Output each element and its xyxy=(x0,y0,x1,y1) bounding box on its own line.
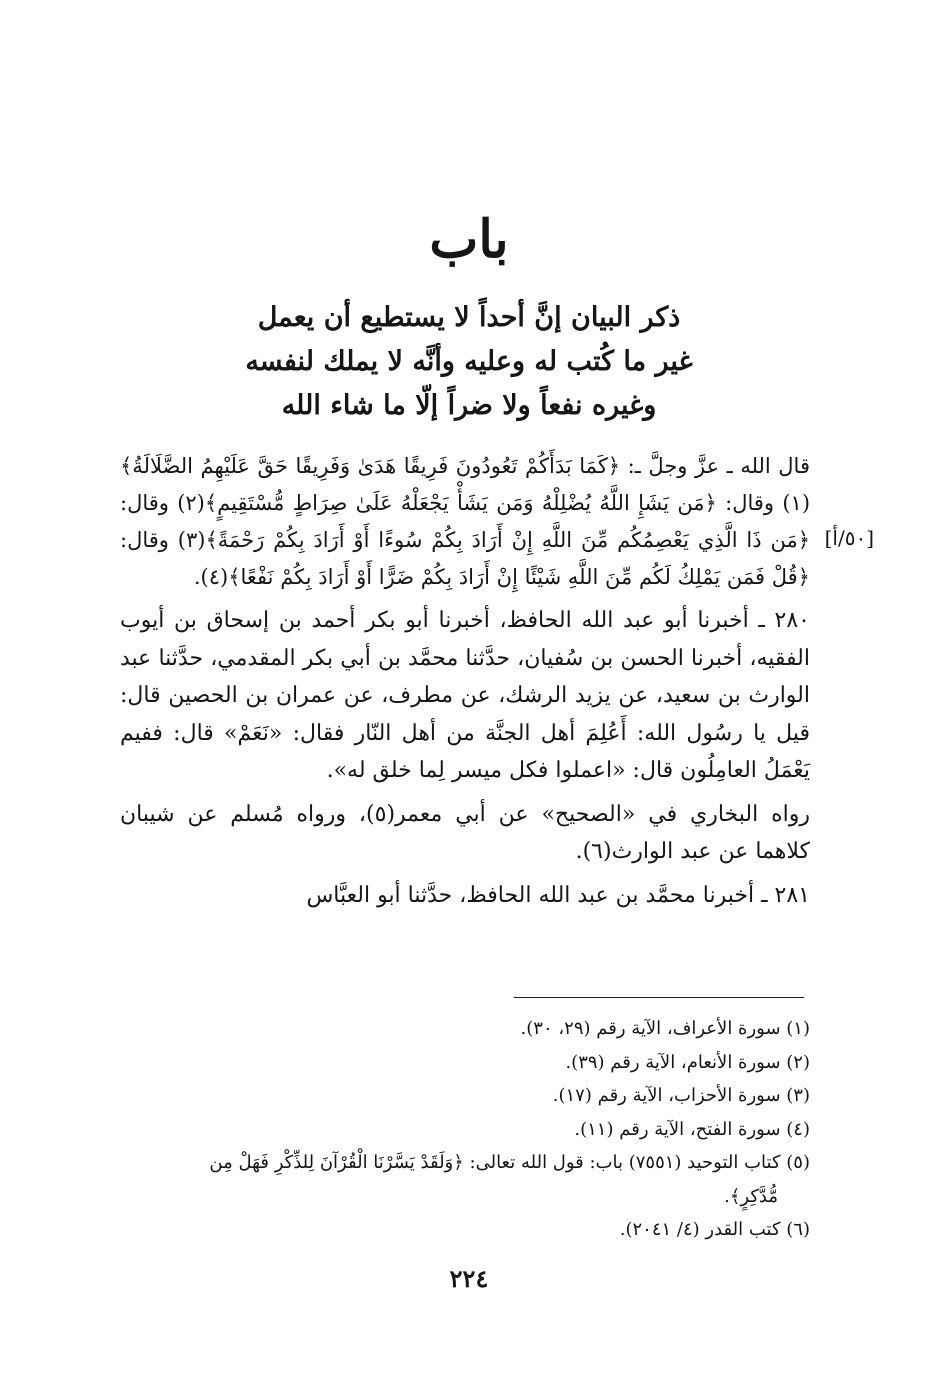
chapter-subtitle xyxy=(150,296,788,428)
chapter-title: باب xyxy=(429,209,509,270)
footnote-continuation: مُّدَّكِرٍ﴾. xyxy=(724,1185,778,1207)
subtitle-line: غير ما كُتب له وعليه وأنَّه لا يملك لنفسه xyxy=(245,346,693,377)
narration-paragraph: رواه البخاري في «الصحيح» عن أبي معمر(٥)، ورواه مُسلم عن شيبان كلاهما عن عبد الوارث(٦). xyxy=(120,801,810,864)
footnote: (١) سورة الأعراف، الآية رقم (٢٩، ٣٠). xyxy=(520,1018,810,1039)
subtitle-line: ذكر البيان إنَّ أحداً لا يستطيع أن يعمل xyxy=(257,302,681,333)
subtitle-line: وغيره نفعاً ولا ضراً إلّا ما شاء الله xyxy=(281,390,657,421)
footnote-separator xyxy=(514,997,804,998)
quran-citations-paragraph: قال الله ـ عزَّ وجلَّ ـ: ﴿كَمَا بَدَأَكُمْ تَعُودُونَ فَرِيقًا هَدَىٰ وَفَرِيقًا حَقَّ عَلَيْهِمُ الضَّلَالَةُ﴾(١) وقال: ﴿مَن يَشَإِ اللَّهُ يُضْلِلْهُ وَمَن يَشَأْ يَجْعَلْهُ عَلَىٰ صِرَاطٍ مُّسْتَقِيمٍ﴾(٢) وقال: ﴿مَن ذَا الَّذِي يَعْصِمُكُم مِّنَ اللَّهِ إِنْ أَرَادَ بِكُمْ سُوءًا أَوْ أَرَادَ بِكُمْ رَحْمَةً﴾(٣) وقال: ﴿قُلْ فَمَن يَمْلِكُ لَكُم مِّنَ اللَّهِ شَيْئًا إِنْ أَرَادَ بِكُمْ ضَرًّا أَوْ أَرَادَ بِكُمْ نَفْعًا﴾(٤). xyxy=(120,454,811,589)
footnotes xyxy=(120,1012,810,1247)
footnote: (٤) سورة الفتح، الآية رقم (١١). xyxy=(574,1118,810,1140)
footnote: (٦) كتب القدر (٤/ ٢٠٤١). xyxy=(619,1219,810,1240)
hadith-281-paragraph: ٢٨١ ـ أخبرنا محمَّد بن عبد الله الحافظ، حدَّثنا أبو العبَّاس xyxy=(306,882,810,908)
footnote: (٢) سورة الأنعام، الآية رقم (٣٩). xyxy=(565,1051,810,1073)
hadith-280-paragraph: ٢٨٠ ـ أخبرنا أبو عبد الله الحافظ، أخبرنا أبو بكر أحمد بن إسحاق بن أيوب الفقيه، أخبرنا الحسن بن سُفيان، حدَّثنا محمَّد بن أبي بكر المقدمي، حدَّثنا عبد الوارث بن سعيد، عن يزيد الرشك، عن مطرف، عن عمران بن الحصين قال: قيل يا رسُول الله: أَعُلِمَ أهل الجنَّة من أهل النّار فقال: «نَعَمْ» قال: ففيم يَعْمَلُ العامِلُون قال: «اعملوا فكل ميسر لِما خلق له». xyxy=(120,608,810,783)
page-number: ٢٢٤ xyxy=(449,1264,489,1293)
footnote: (٥) كتاب التوحيد (٧٥٥١) باب: قول الله تعالى: ﴿وَلَقَدْ يَسَّرْنَا الْقُرْآنَ لِلذِّكْرِ فَهَلْ مِن xyxy=(209,1152,810,1173)
footnote: (٣) سورة الأحزاب، الآية رقم (١٧). xyxy=(552,1085,810,1106)
manuscript-folio-reference: [٥٠/أ] xyxy=(824,526,874,550)
main-text xyxy=(120,448,810,914)
